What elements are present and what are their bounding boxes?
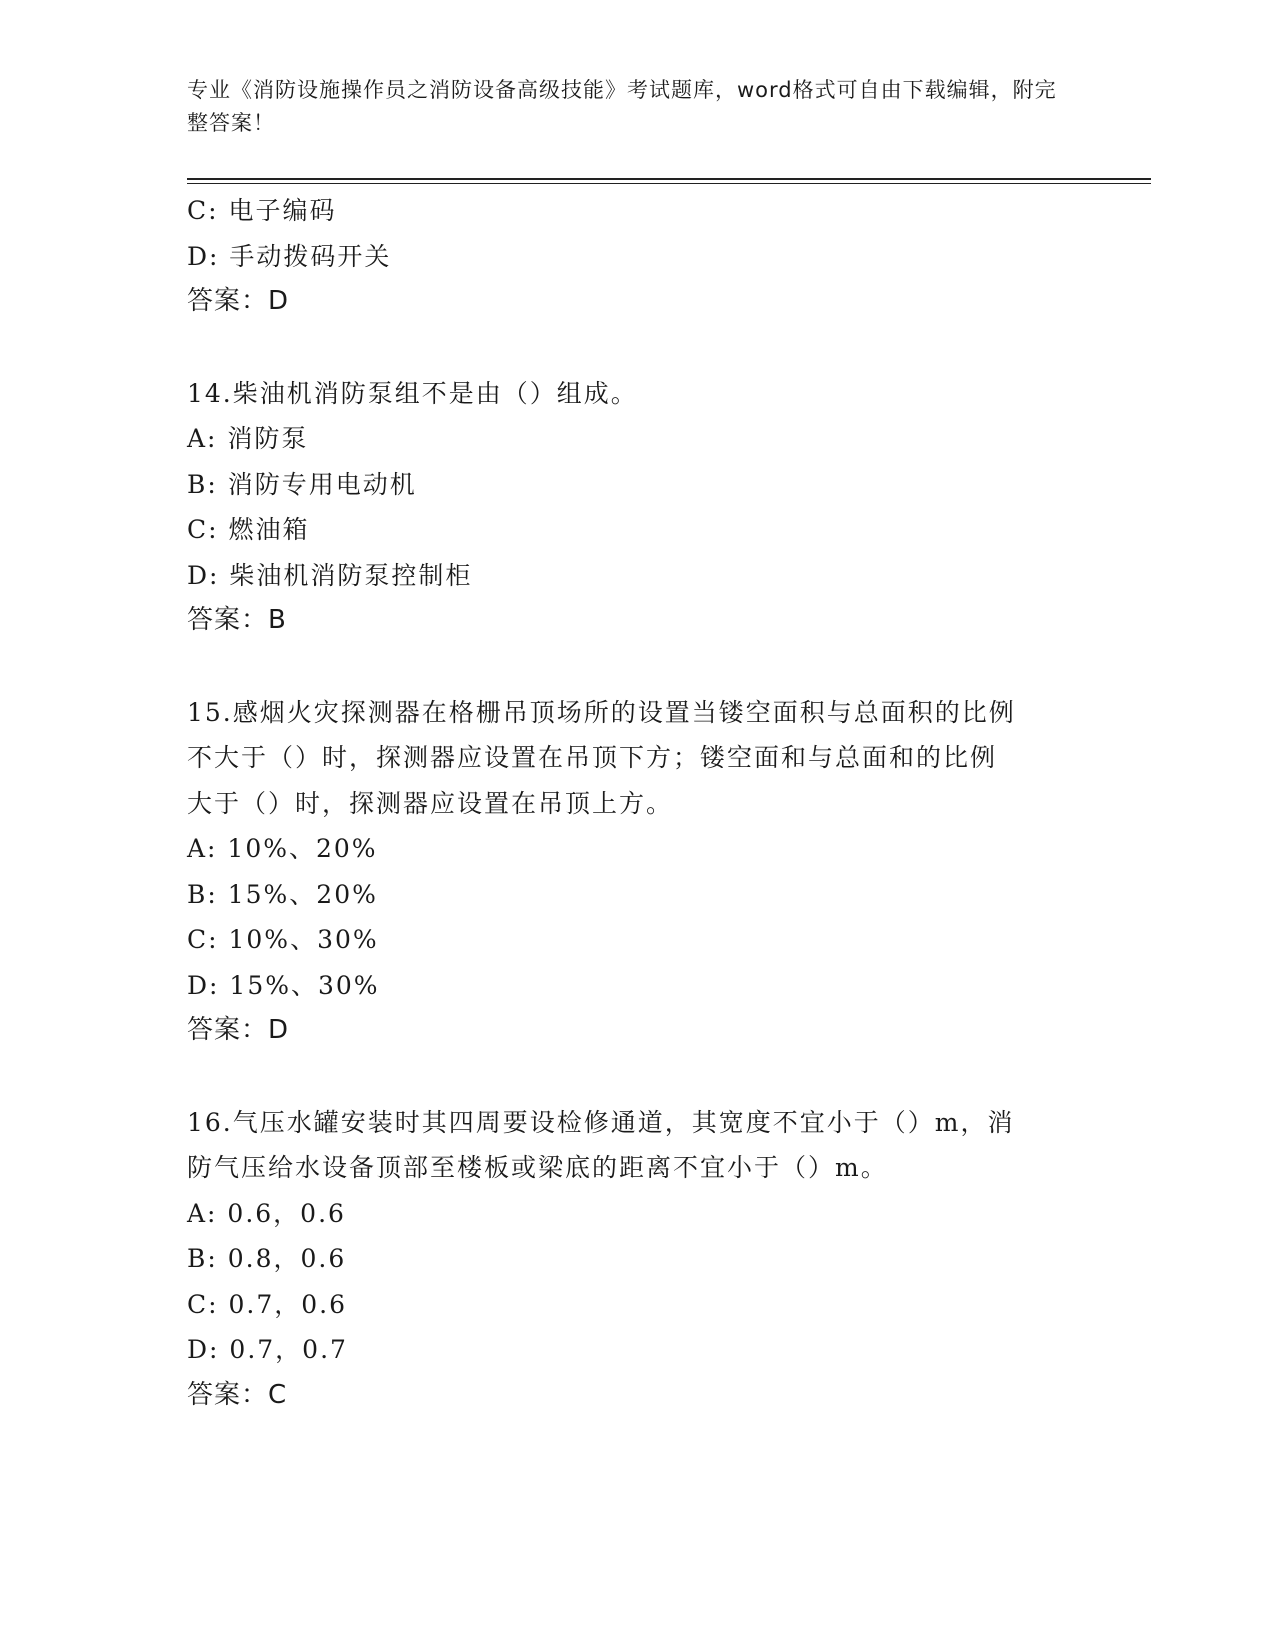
option-d: D: 手动拨码开关 [187, 241, 392, 271]
question-list [187, 188, 1087, 1418]
question-text-line: 16.气压水罐安装时其四周要设检修通道，其宽度不宜小于（）m，消 [187, 1107, 1015, 1137]
answer: 答案：D [187, 1015, 290, 1045]
option-b: B: 15%、20% [187, 879, 378, 909]
option-a: A: 消防泵 [187, 424, 309, 453]
answer: 答案：C [187, 1379, 288, 1410]
question-text-line: 不大于（）时，探测器应设置在吊顶下方；镂空面和与总面和的比例 [187, 743, 998, 772]
spacer [187, 644, 1087, 690]
option-c: C: 0.7，0.6 [187, 1289, 348, 1319]
answer: 答案：B [187, 605, 287, 635]
option-d: D: 15%、30% [187, 970, 380, 1000]
spacer [187, 1054, 1087, 1100]
page-header: 专业《消防设施操作员之消防设备高级技能》考试题库，word格式可自由下载编辑，附完整答案！ [187, 78, 1057, 135]
question-16 [187, 1100, 1087, 1419]
option-d: D: 柴油机消防泵控制柜 [187, 560, 473, 590]
option-c: C: 10%、30% [187, 925, 379, 954]
spacer [187, 325, 1087, 371]
header-divider-thick [187, 178, 1151, 180]
question-text: 14.柴油机消防泵组不是由（）组成。 [187, 378, 638, 408]
header-divider-thin [187, 183, 1151, 184]
question-text-line: 防气压给水设备顶部至楼板或梁底的距离不宜小于（）m。 [187, 1153, 888, 1182]
option-a: A: 10%、20% [187, 834, 378, 863]
question-14 [187, 371, 1087, 644]
option-b: B: 消防专用电动机 [187, 469, 417, 499]
question-15 [187, 690, 1087, 1054]
answer: 答案：D [187, 286, 290, 316]
prev-question-block [187, 188, 1087, 325]
option-c: C: 燃油箱 [187, 515, 310, 544]
question-text-line: 15.感烟火灾探测器在格栅吊顶场所的设置当镂空面积与总面积的比例 [187, 697, 1016, 727]
option-d: D: 0.7，0.7 [187, 1335, 348, 1364]
option-b: B: 0.8，0.6 [187, 1244, 347, 1273]
option-a: A: 0.6，0.6 [187, 1198, 346, 1228]
option-c: C: 电子编码 [187, 196, 337, 225]
question-text-line: 大于（）时，探测器应设置在吊顶上方。 [187, 788, 674, 818]
